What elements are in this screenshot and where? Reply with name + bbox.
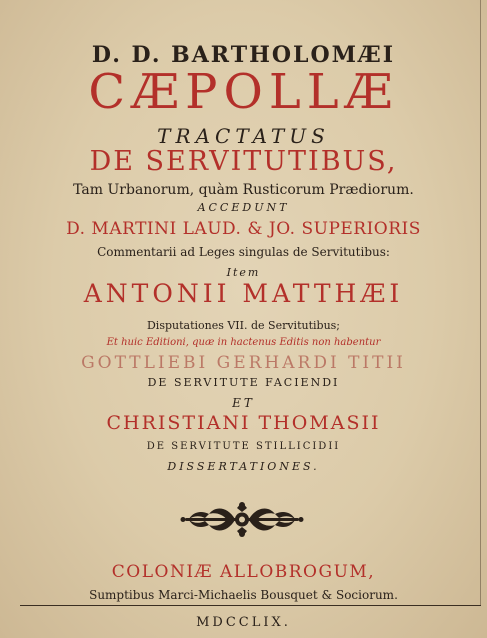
publisher-line: Sumptibus Marci-Michaelis Bousquet & Sociorum. bbox=[89, 588, 398, 602]
year-line: MDCCLIX. bbox=[196, 615, 291, 630]
fleuron-ornament-icon bbox=[175, 500, 309, 540]
de-servitute-faciendi-line: DE SERVITUTE FACIENDI bbox=[147, 376, 340, 389]
accedunt-line: ACCEDUNT bbox=[197, 201, 290, 214]
item-line: Item bbox=[226, 266, 261, 279]
huic-editioni-line: Et huic Editioni, quæ in hactenus Editis non habentur bbox=[106, 337, 381, 348]
dissertationes-line: DISSERTATIONES. bbox=[167, 460, 320, 473]
christiani-line: CHRISTIANI THOMASII bbox=[106, 412, 381, 434]
subtitle-line: Tam Urbanorum, quàm Rusticorum Prædiorum. bbox=[73, 182, 414, 198]
place-line: COLONIÆ ALLOBROGUM, bbox=[111, 562, 376, 582]
et-line: ET bbox=[232, 396, 255, 410]
author-surname: CÆPOLLÆ bbox=[88, 64, 399, 120]
imprint-rule bbox=[20, 605, 481, 606]
de-servitute-stillicidii-line: DE SERVITUTE STILLICIDII bbox=[146, 441, 341, 452]
gottliebi-line: GOTTLIEBI GERHARDI TITII bbox=[81, 353, 406, 373]
martini-line: D. MARTINI LAUD. & JO. SUPERIORIS bbox=[66, 219, 421, 239]
de-servitutibus-line: DE SERVITUTIBUS, bbox=[89, 146, 398, 177]
commentarii-line: Commentarii ad Leges singulas de Servitutibus: bbox=[97, 245, 390, 259]
disputationes-line: Disputationes VII. de Servitutibus; bbox=[146, 319, 340, 332]
author-line: D. D. BARTHOLOMÆI bbox=[91, 42, 396, 68]
antonii-line: ANTONII MATTHÆI bbox=[83, 279, 404, 308]
tractatus-line: TRACTATUS bbox=[157, 124, 330, 148]
